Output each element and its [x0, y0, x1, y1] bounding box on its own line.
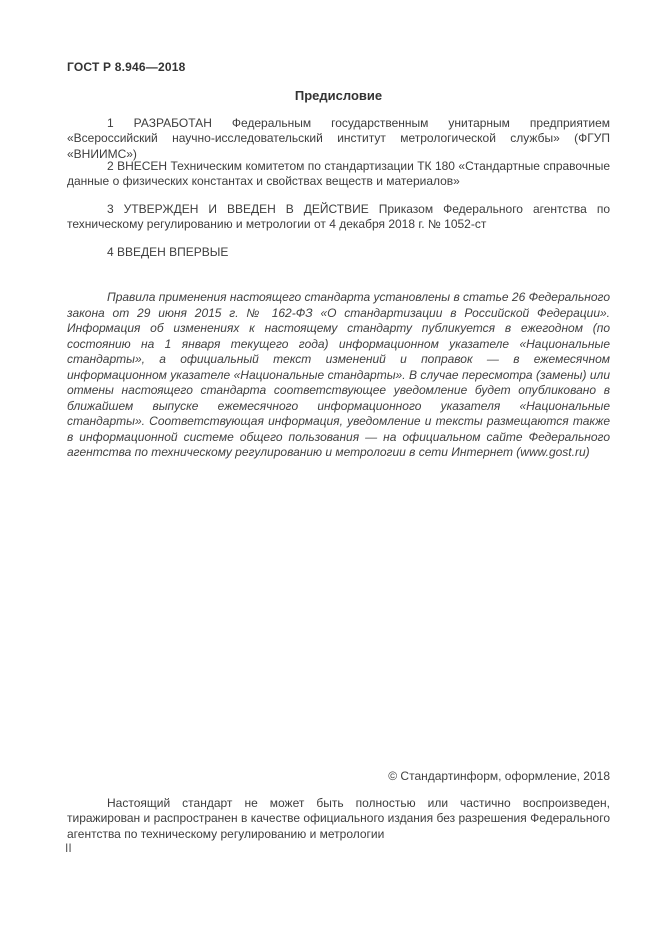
- legal-application-notice: Правила применения настоящего стандарта установлены в статье 26 Федерального закона от 29 июня 2015 г. № 162-ФЗ «О стандартизации в Российской Федерации». Информация об изменениях к настоящему стандарту публикуется в ежегодном (по состоянию на 1 января текущего года) информационном указателе «Национальные стандарты», а официальный текст изменений и поправок — в ежемесячном информационном указателе «Национальные стандарты». В случае пересмотра (замены) или отмены настоящего стандарта соответствующее уведомление будет опубликовано в ближайшем выпуске ежемесячного информационного указателя «Национальные стандарты». Соответствующая информация, уведомление и тексты размещаются также в информационной системе общего пользования — на официальном сайте Федерального агентства по техническому регулированию и метрологии в сети Интернет (www.gost.ru): [67, 290, 610, 459]
- page-number: II: [65, 841, 72, 855]
- foreword-item-approved: 3 УТВЕРЖДЕН И ВВЕДЕН В ДЕЙСТВИЕ Приказом Федерального агентства по техническому регулированию и метрологии от 4 декабря 2018 г. № 1052-ст: [67, 202, 610, 232]
- document-code: ГОСТ Р 8.946—2018: [67, 60, 186, 74]
- foreword-item-developed: 1 РАЗРАБОТАН Федеральным государственным унитарным предприятием «Всероссийский научно-исследовательский институт метрологической службы» (ФГУП «ВНИИМС»): [67, 116, 610, 161]
- page-title: Предисловие: [294, 88, 383, 103]
- copyright-line: © Стандартинформ, оформление, 2018: [388, 769, 610, 783]
- reproduction-restriction-notice: Настоящий стандарт не может быть полностью или частично воспроизведен, тиражирован и распространен в качестве официального издания без разрешения Федерального агентства по техническому регулированию и метрологии: [67, 796, 610, 841]
- foreword-item-first-edition: 4 ВВЕДЕН ВПЕРВЫЕ: [107, 245, 229, 259]
- foreword-item-submitted: 2 ВНЕСЕН Техническим комитетом по стандартизации ТК 180 «Стандартные справочные данные о физических константах и свойствах веществ и материалов»: [67, 159, 610, 189]
